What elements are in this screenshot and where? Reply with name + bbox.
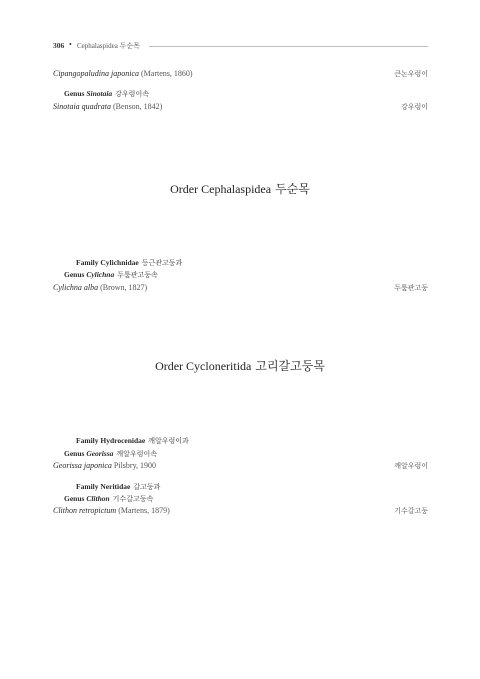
genus-name: Sinotaia xyxy=(86,89,113,98)
genus-name: Cylichna xyxy=(86,270,115,279)
species-name: Clithon retropictum xyxy=(53,506,117,515)
rank-label: Genus xyxy=(64,494,85,503)
species-name: Cipangopaludina japonica xyxy=(53,69,139,78)
order-name: Cephalaspidea xyxy=(201,182,272,196)
species-name-line xyxy=(53,69,193,78)
order-heading xyxy=(0,357,480,374)
genus-heading xyxy=(64,270,158,280)
species-author: (Brown, 1827) xyxy=(100,283,148,292)
header-rule xyxy=(149,46,428,47)
species-korean-name: 큰논우렁이 xyxy=(394,70,428,78)
rank-label: Family xyxy=(76,436,99,445)
rank-label: Order xyxy=(170,182,199,196)
rank-label: Genus xyxy=(64,449,85,458)
rank-label: Genus xyxy=(64,89,85,98)
family-heading xyxy=(76,258,182,268)
species-name: Sinotaia quadrata xyxy=(53,102,112,111)
species-author: Pilsbry, 1900 xyxy=(113,461,157,470)
order-korean-name: 두순목 xyxy=(275,182,310,196)
species-name-line xyxy=(53,506,170,515)
family-heading xyxy=(76,482,160,492)
order-korean-name: 고리갈고둥목 xyxy=(255,359,325,373)
family-name: Neritidae xyxy=(100,482,131,491)
species-entry xyxy=(53,283,428,295)
family-name: Cylichnidae xyxy=(100,258,139,267)
genus-korean-name: 강우렁이속 xyxy=(115,90,149,98)
species-name-line xyxy=(53,461,156,470)
species-entry xyxy=(53,461,428,473)
genus-korean-name: 기수갈고둥속 xyxy=(112,495,154,503)
genus-korean-name: 깨알우렁이속 xyxy=(116,450,157,458)
species-korean-name: 강우렁이 xyxy=(400,103,428,111)
family-name: Hydrocenidae xyxy=(100,436,146,445)
rank-label: Family xyxy=(76,258,99,267)
species-korean-name: 두툼관고둥 xyxy=(394,284,428,292)
family-korean-name: 갈고둥과 xyxy=(133,483,161,491)
header-separator: • xyxy=(69,40,72,49)
species-entry xyxy=(53,506,428,518)
family-korean-name: 깨알우렁이과 xyxy=(148,437,189,445)
species-entry xyxy=(53,102,428,114)
rank-label: Family xyxy=(76,482,99,491)
order-name: Cycloneritida xyxy=(186,359,252,373)
rank-label: Genus xyxy=(64,270,85,279)
species-author: (Martens, 1860) xyxy=(141,69,193,78)
order-heading xyxy=(0,180,480,197)
family-heading xyxy=(76,436,189,446)
genus-heading xyxy=(64,449,157,459)
page-number: 306 xyxy=(53,41,65,50)
species-entry xyxy=(53,69,428,81)
rank-label: Order xyxy=(155,359,184,373)
species-name: Georissa japonica xyxy=(53,461,112,470)
genus-name: Georissa xyxy=(86,449,114,458)
species-name-line xyxy=(53,102,162,111)
genus-korean-name: 두툼관고둥속 xyxy=(117,271,158,279)
running-title: Cephalaspidea 두순목 xyxy=(77,42,140,50)
family-korean-name: 등근관고둥과 xyxy=(141,259,183,267)
species-name: Cylichna alba xyxy=(53,283,99,292)
species-name-line xyxy=(53,283,147,292)
running-header xyxy=(53,41,428,53)
genus-name: Clithon xyxy=(86,494,110,503)
genus-heading xyxy=(64,89,149,99)
species-author: (Martens, 1879) xyxy=(118,506,170,515)
genus-heading xyxy=(64,494,153,504)
species-korean-name: 깨알우렁이 xyxy=(394,462,428,470)
species-author: (Benson, 1842) xyxy=(113,102,163,111)
species-korean-name: 기수갈고둥 xyxy=(394,507,428,515)
